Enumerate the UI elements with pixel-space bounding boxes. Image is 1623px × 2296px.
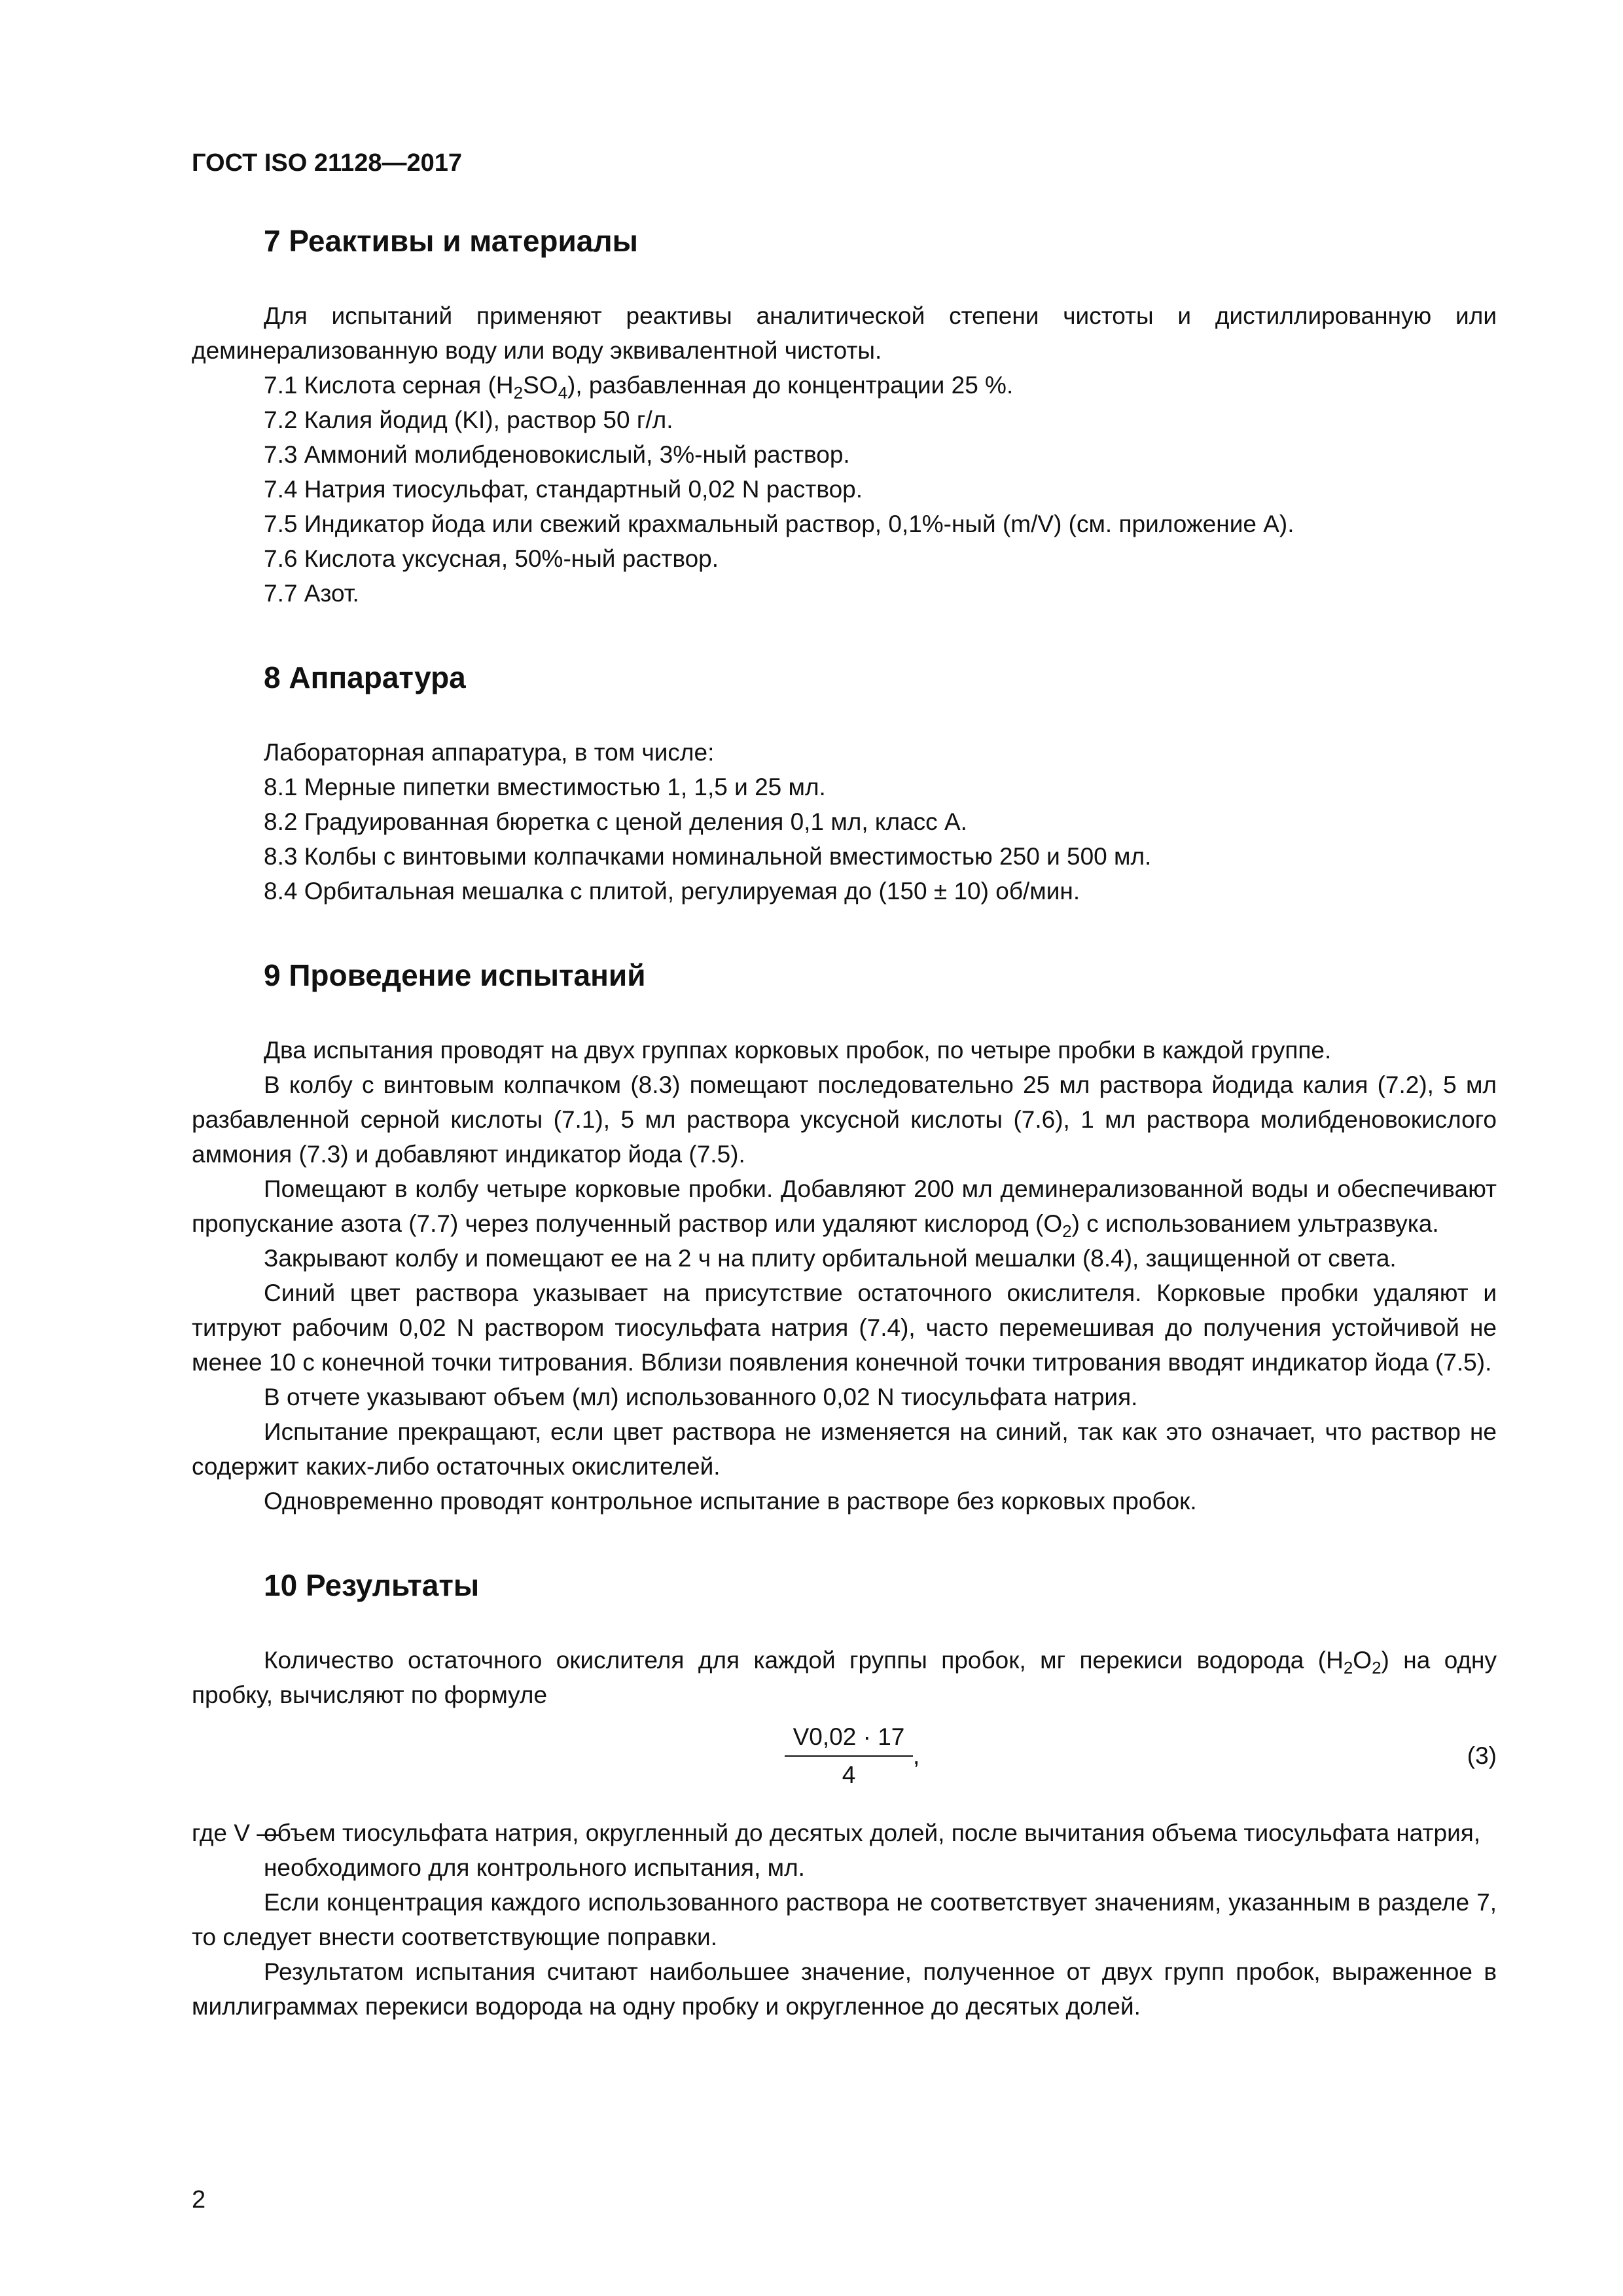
item-8-3: 8.3 Колбы с винтовыми колпачками номинальной вместимостью 250 и 500 мл.	[264, 843, 1152, 870]
section-10-title: 10 Результаты	[264, 1568, 480, 1602]
section-9-para: В колбу с винтовым колпачком (8.3) помещают последовательно 25 мл раствора йодида калия (7.2), 5 мл разбавленной серной кислоты (7.1), 5 мл раствора уксусной кислоты (7.6), 1 мл раствора молибденовокислого аммония (7.3) и добавляют индикатор йода (7.5).	[192, 1071, 1497, 1168]
item-8-4: 8.4 Орбитальная мешалка с плитой, регулируемая до (150 ± 10) об/мин.	[264, 878, 1080, 905]
formula-3	[192, 1720, 1497, 1801]
formula-denominator: 4	[842, 1761, 856, 1788]
section-10-para: Количество остаточного окислителя для каждой группы пробок, мг перекиси водорода $(H_2O_2)$ на одну пробку, вычисляют по формуле	[192, 1647, 1497, 1708]
section-9-para: Закрывают колбу и помещают ее на 2 ч на плиту орбитальной мешалки (8.4), защищенной от света.	[264, 1245, 1397, 1272]
formula-comma: ,	[913, 1742, 920, 1769]
section-7-intro: Для испытаний применяют реактивы аналитической степени чистоты и дистиллированную или деминерализованную воду или воду эквивалентной чистоты.	[192, 302, 1497, 364]
section-9-para: Два испытания проводят на двух группах корковых пробок, по четыре пробки в каждой группе.	[264, 1037, 1332, 1064]
section-8-intro: Лабораторная аппаратура, в том числе:	[264, 739, 715, 766]
section-7	[192, 223, 1497, 611]
section-9-para: Испытание прекращают, если цвет раствора не изменяется на синий, так как это означает, что раствор не содержит каких-либо остаточных окислителей.	[192, 1418, 1497, 1480]
section-9-para: Одновременно проводят контрольное испытание в растворе без корковых пробок.	[264, 1488, 1197, 1515]
document-header: ГОСТ ISO 21128—2017	[192, 149, 462, 177]
item-7-1: 7.1 Кислота серная $(H_2SO_4)$, разбавленная до концентрации 25 %.	[264, 372, 1014, 403]
section-8-title: 8 Аппаратура	[264, 660, 466, 694]
section-9-title: 9 Проведение испытаний	[264, 958, 646, 992]
section-9	[192, 957, 1497, 1518]
item-7-7: 7.7 Азот.	[264, 580, 359, 607]
item-8-1: 8.1 Мерные пипетки вместимостью 1, 1,5 и 25 мл.	[264, 774, 826, 800]
section-7-title: 7 Реактивы и материалы	[264, 224, 638, 258]
item-8-2: 8.2 Градуированная бюретка с ценой деления 0,1 мл, класс А.	[264, 808, 967, 835]
document-body	[192, 223, 1497, 2072]
page-number: 2	[192, 2186, 206, 2214]
section-10-para: Результатом испытания считают наибольшее значение, полученное от двух групп пробок, выраженное в миллиграммах перекиси водорода на одну пробку и округленное до десятых долей.	[192, 1958, 1497, 2020]
item-7-3: 7.3 Аммоний молибденовокислый, 3%-ный раствор.	[264, 441, 850, 468]
section-10-para: Если концентрация каждого использованного раствора не соответствует значениям, указанным в разделе 7, то следует внести соответствующие поправки.	[192, 1889, 1497, 1950]
item-7-5: 7.5 Индикатор йода или свежий крахмальный раствор, 0,1%-ный (m/V) (см. приложение А).	[264, 511, 1294, 537]
item-7-2: 7.2 Калия йодид (KI), раствор 50 г/л.	[264, 406, 673, 433]
formula-number: (3)	[1467, 1742, 1497, 1769]
formula-legend-lead: где V —	[192, 1820, 281, 1846]
formula-legend-text: объем тиосульфата натрия, округленный до десятых долей, после вычитания объема тиосульфата натрия, необходимого для контрольного испытания, мл.	[264, 1820, 1481, 1881]
formula-fraction	[785, 1720, 913, 1793]
formula-numerator: V0,02 · 17	[785, 1720, 913, 1757]
formula-legend	[192, 1816, 1497, 1885]
section-8	[192, 659, 1497, 908]
section-10	[192, 1567, 1497, 2024]
item-7-4: 7.4 Натрия тиосульфат, стандартный 0,02 N раствор.	[264, 476, 863, 503]
section-9-para: Помещают в колбу четыре корковые пробки. Добавляют 200 мл деминерализованной воды и обеспечивают пропускание азота (7.7) через полученный раствор или удаляют кислород $(O_2)$ с использованием ультразвука.	[192, 1175, 1497, 1241]
item-7-6: 7.6 Кислота уксусная, 50%-ный раствор.	[264, 545, 719, 572]
section-9-para: В отчете указывают объем (мл) использованного 0,02 N тиосульфата натрия.	[264, 1384, 1138, 1410]
section-9-para: Синий цвет раствора указывает на присутствие остаточного окислителя. Корковые пробки удаляют и титруют рабочим 0,02 N раствором тиосульфата натрия (7.4), часто перемешивая до получения устойчивой не менее 10 с конечной точки титрования. Вблизи появления конечной точки титрования вводят индикатор йода (7.5).	[192, 1280, 1497, 1376]
